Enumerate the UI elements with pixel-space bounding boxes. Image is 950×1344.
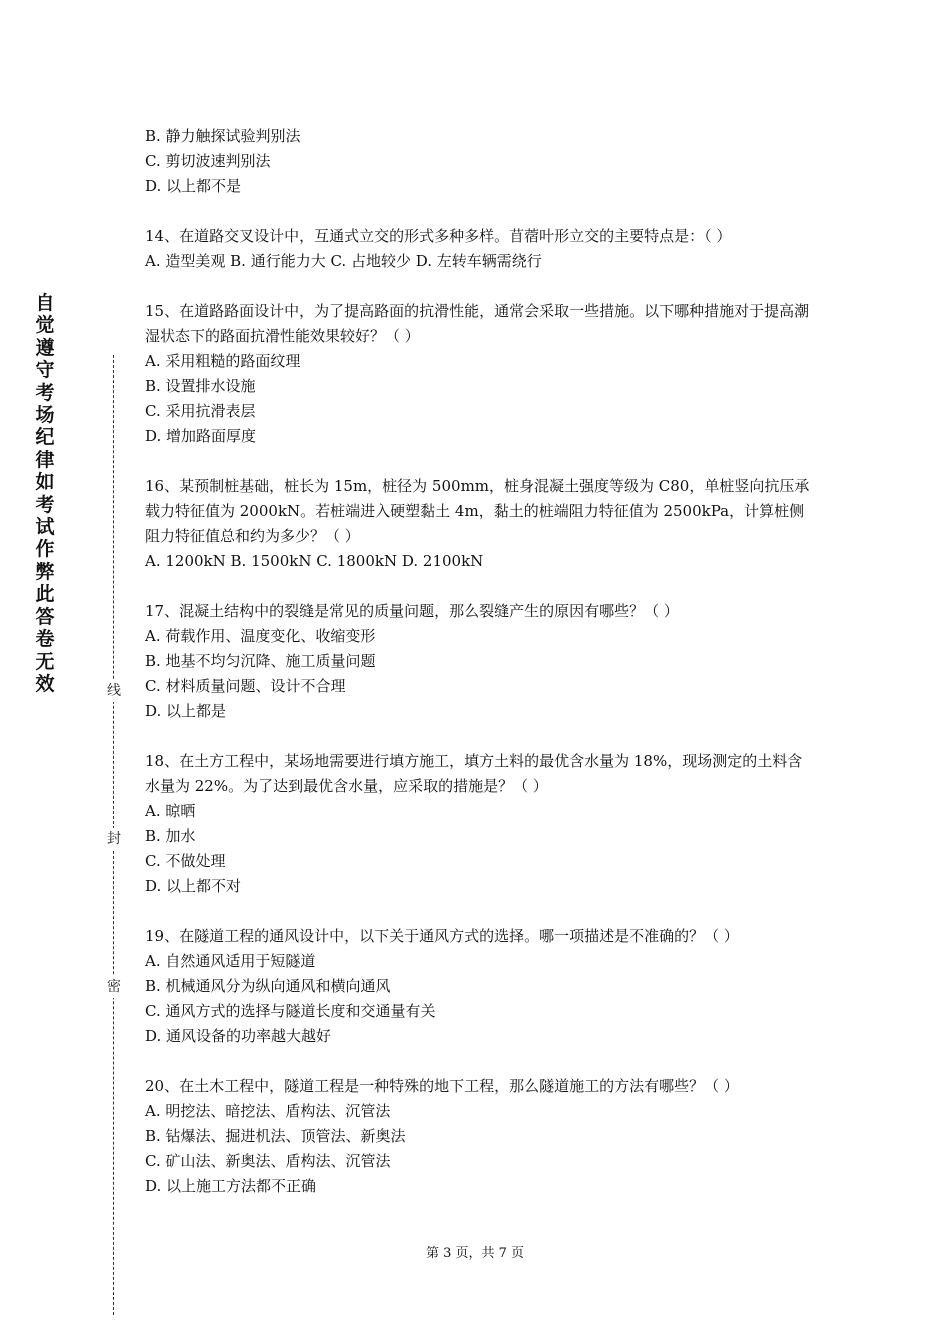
option: D. 以上都不对 <box>145 877 242 895</box>
slogan-char: 觉 <box>35 314 55 337</box>
option: C. 采用抗滑表层 <box>145 402 256 420</box>
slogan-char: 场 <box>35 404 55 427</box>
option: A. 自然通风适用于短隧道 <box>145 952 316 970</box>
slogan-char: 弊 <box>35 560 55 583</box>
question-19 <box>145 924 815 1049</box>
slogan-char: 考 <box>35 493 55 516</box>
slogan-char: 效 <box>35 672 55 695</box>
option: A. 晾晒 <box>145 802 196 820</box>
option: C. 材料质量问题、设计不合理 <box>145 677 346 695</box>
question-18 <box>145 749 815 899</box>
option: A. 1200kN B. 1500kN C. 1800kN D. 2100kN <box>145 552 484 570</box>
slogan-char: 此 <box>35 583 55 606</box>
option: B. 设置排水设施 <box>145 377 256 395</box>
question-text: 14、在道路交叉设计中，互通式立交的形式多种多样。苜蓿叶形立交的主要特点是：（ ） <box>145 227 732 245</box>
option: C. 矿山法、新奥法、盾构法、沉管法 <box>145 1152 391 1170</box>
question-16 <box>145 474 815 574</box>
option: B. 加水 <box>145 827 196 845</box>
option: A. 荷载作用、温度变化、收缩变形 <box>145 627 376 645</box>
question-text: 15、在道路路面设计中，为了提高路面的抗滑性能，通常会采取一些措施。以下哪种措施对于提高潮湿状态下的路面抗滑性能效果较好？（ ） <box>145 302 810 345</box>
option: A. 造型美观 B. 通行能力大 C. 占地较少 D. 左转车辆需绕行 <box>145 252 542 270</box>
seal-label-seal: 封 <box>104 828 124 850</box>
option: C. 通风方式的选择与隧道长度和交通量有关 <box>145 1002 436 1020</box>
option: C. 不做处理 <box>145 852 226 870</box>
option: A. 采用粗糙的路面纹理 <box>145 352 301 370</box>
question-20 <box>145 1074 815 1199</box>
slogan-char: 卷 <box>35 628 55 651</box>
option: B. 机械通风分为纵向通风和横向通风 <box>145 977 391 995</box>
option: A. 明挖法、暗挖法、盾构法、沉管法 <box>145 1102 391 1120</box>
question-text: 20、在土木工程中，隧道工程是一种特殊的地下工程，那么隧道施工的方法有哪些？（ ） <box>145 1077 739 1095</box>
question-13-tail <box>145 124 815 199</box>
slogan-char: 作 <box>35 538 55 561</box>
option: B. 静力触探试验判别法 <box>145 127 301 145</box>
question-text: 17、混凝土结构中的裂缝是常见的质量问题，那么裂缝产生的原因有哪些？（ ） <box>145 602 679 620</box>
slogan-char: 考 <box>35 381 55 404</box>
slogan-char: 无 <box>35 650 55 673</box>
option: B. 钻爆法、掘进机法、顶管法、新奥法 <box>145 1127 406 1145</box>
option: C. 剪切波速判别法 <box>145 152 271 170</box>
option: D. 增加路面厚度 <box>145 427 257 445</box>
margin-slogan <box>30 292 60 695</box>
option: B. 地基不均匀沉降、施工质量问题 <box>145 652 376 670</box>
slogan-char: 守 <box>35 359 55 382</box>
question-text: 16、某预制桩基础，桩长为 15m，桩径为 500mm，桩身混凝土强度等级为 C80，单桩竖向抗压承载力特征值为 2000kN。若桩端进入硬塑黏土 4m，黏土的桩端阻力特征值为 2500kPa，计算桩侧阻力特征值总和约为多少？（ ） <box>145 477 810 545</box>
slogan-char: 自 <box>35 292 55 314</box>
slogan-char: 如 <box>35 471 55 494</box>
option: D. 以上都不是 <box>145 177 242 195</box>
option: D. 以上都是 <box>145 702 227 720</box>
question-15 <box>145 299 815 449</box>
question-text: 18、在土方工程中，某场地需要进行填方施工，填方土料的最优含水量为 18%，现场测定的土料含水量为 22%。为了达到最优含水量，应采取的措施是？（ ） <box>145 752 803 795</box>
slogan-char: 遵 <box>35 336 55 359</box>
option: D. 以上施工方法都不正确 <box>145 1177 317 1195</box>
slogan-char: 答 <box>35 605 55 628</box>
slogan-char: 试 <box>35 516 55 539</box>
question-14 <box>145 224 815 274</box>
page-footer: 第 3 页，共 7 页 <box>425 1246 525 1261</box>
slogan-char: 纪 <box>35 426 55 449</box>
question-text: 19、在隧道工程的通风设计中，以下关于通风方式的选择。哪一项描述是不准确的？（ ） <box>145 927 739 945</box>
seal-label-secret: 密 <box>104 976 124 998</box>
question-content <box>145 124 815 1224</box>
option: D. 通风设备的功率越大越好 <box>145 1027 332 1045</box>
slogan-char: 律 <box>35 448 55 471</box>
question-17 <box>145 599 815 724</box>
seal-label-line: 线 <box>104 680 124 702</box>
